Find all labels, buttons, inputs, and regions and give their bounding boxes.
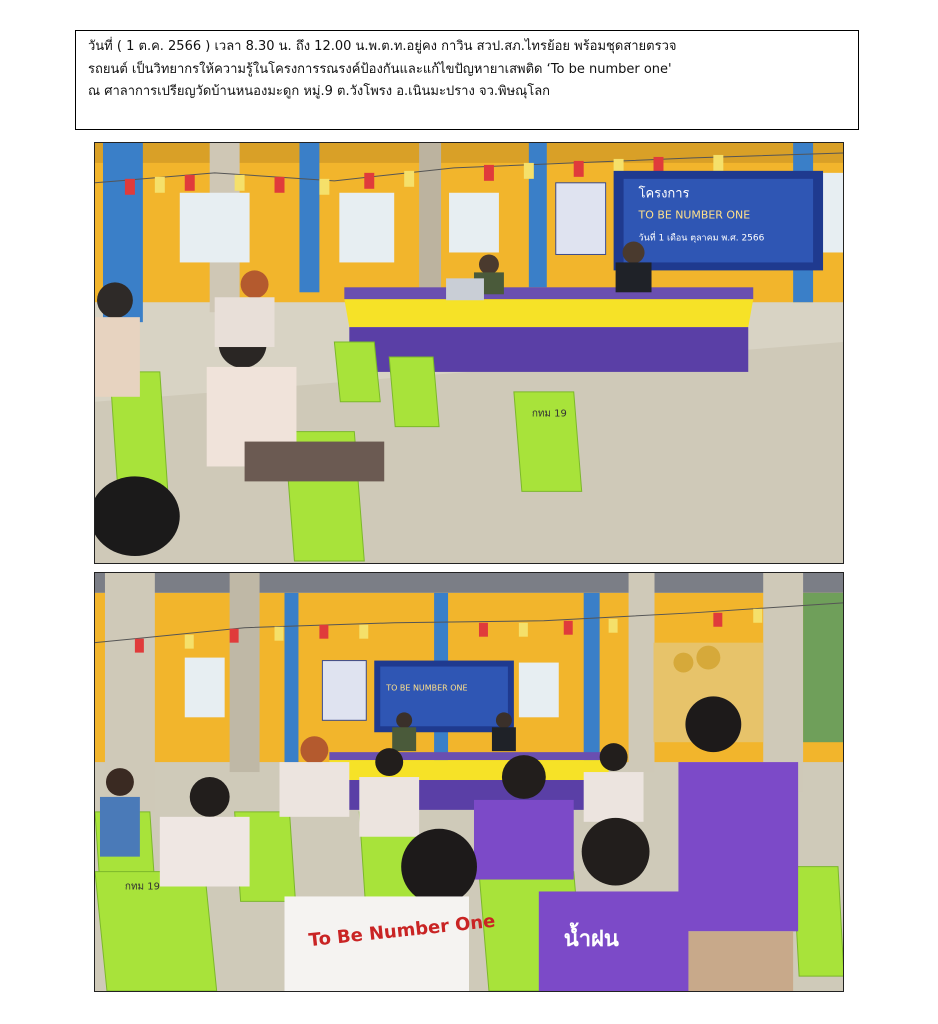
banner-date: วันที่ 1 เดือน ตุลาคม พ.ศ. 2566 <box>638 233 765 244</box>
shirt-text: To Be Number One <box>307 910 497 952</box>
photo-bottom-scene <box>95 573 843 991</box>
photo-bottom <box>94 572 844 992</box>
banner-subtitle-2: TO BE NUMBER ONE <box>386 683 468 693</box>
photo-top <box>94 142 844 564</box>
caption-box <box>75 30 859 130</box>
chair-label: กทม 19 <box>531 408 567 420</box>
caption-line-1: วันที่ ( 1 ต.ค. 2566 ) เวลา 8.30 น. ถึง 12.00 น.พ.ต.ท.อยู่คง กาวิน สวป.สภ.ไทรย้อย พร้อมชุดสายตรวจ <box>88 39 677 54</box>
caption-line-3: ณ ศาลาการเปรียญวัดบ้านหนองมะดูก หมู่.9 ต.วังโพรง อ.เนินมะปราง จว.พิษณุโลก <box>88 84 551 99</box>
caption-line-2: รถยนต์ เป็นวิทยากรให้ความรู้ในโครงการรณรงค์ป้องกันและแก้ไขปัญหายาเสพติด ‘To be number one' <box>88 61 672 77</box>
photo-top-scene <box>95 143 843 563</box>
shirt-purple-text: น้ำฝน <box>563 927 619 953</box>
banner-subtitle: TO BE NUMBER ONE <box>638 208 751 222</box>
banner-title: โครงการ <box>638 186 690 202</box>
chair-label-2: กทม 19 <box>124 881 160 893</box>
